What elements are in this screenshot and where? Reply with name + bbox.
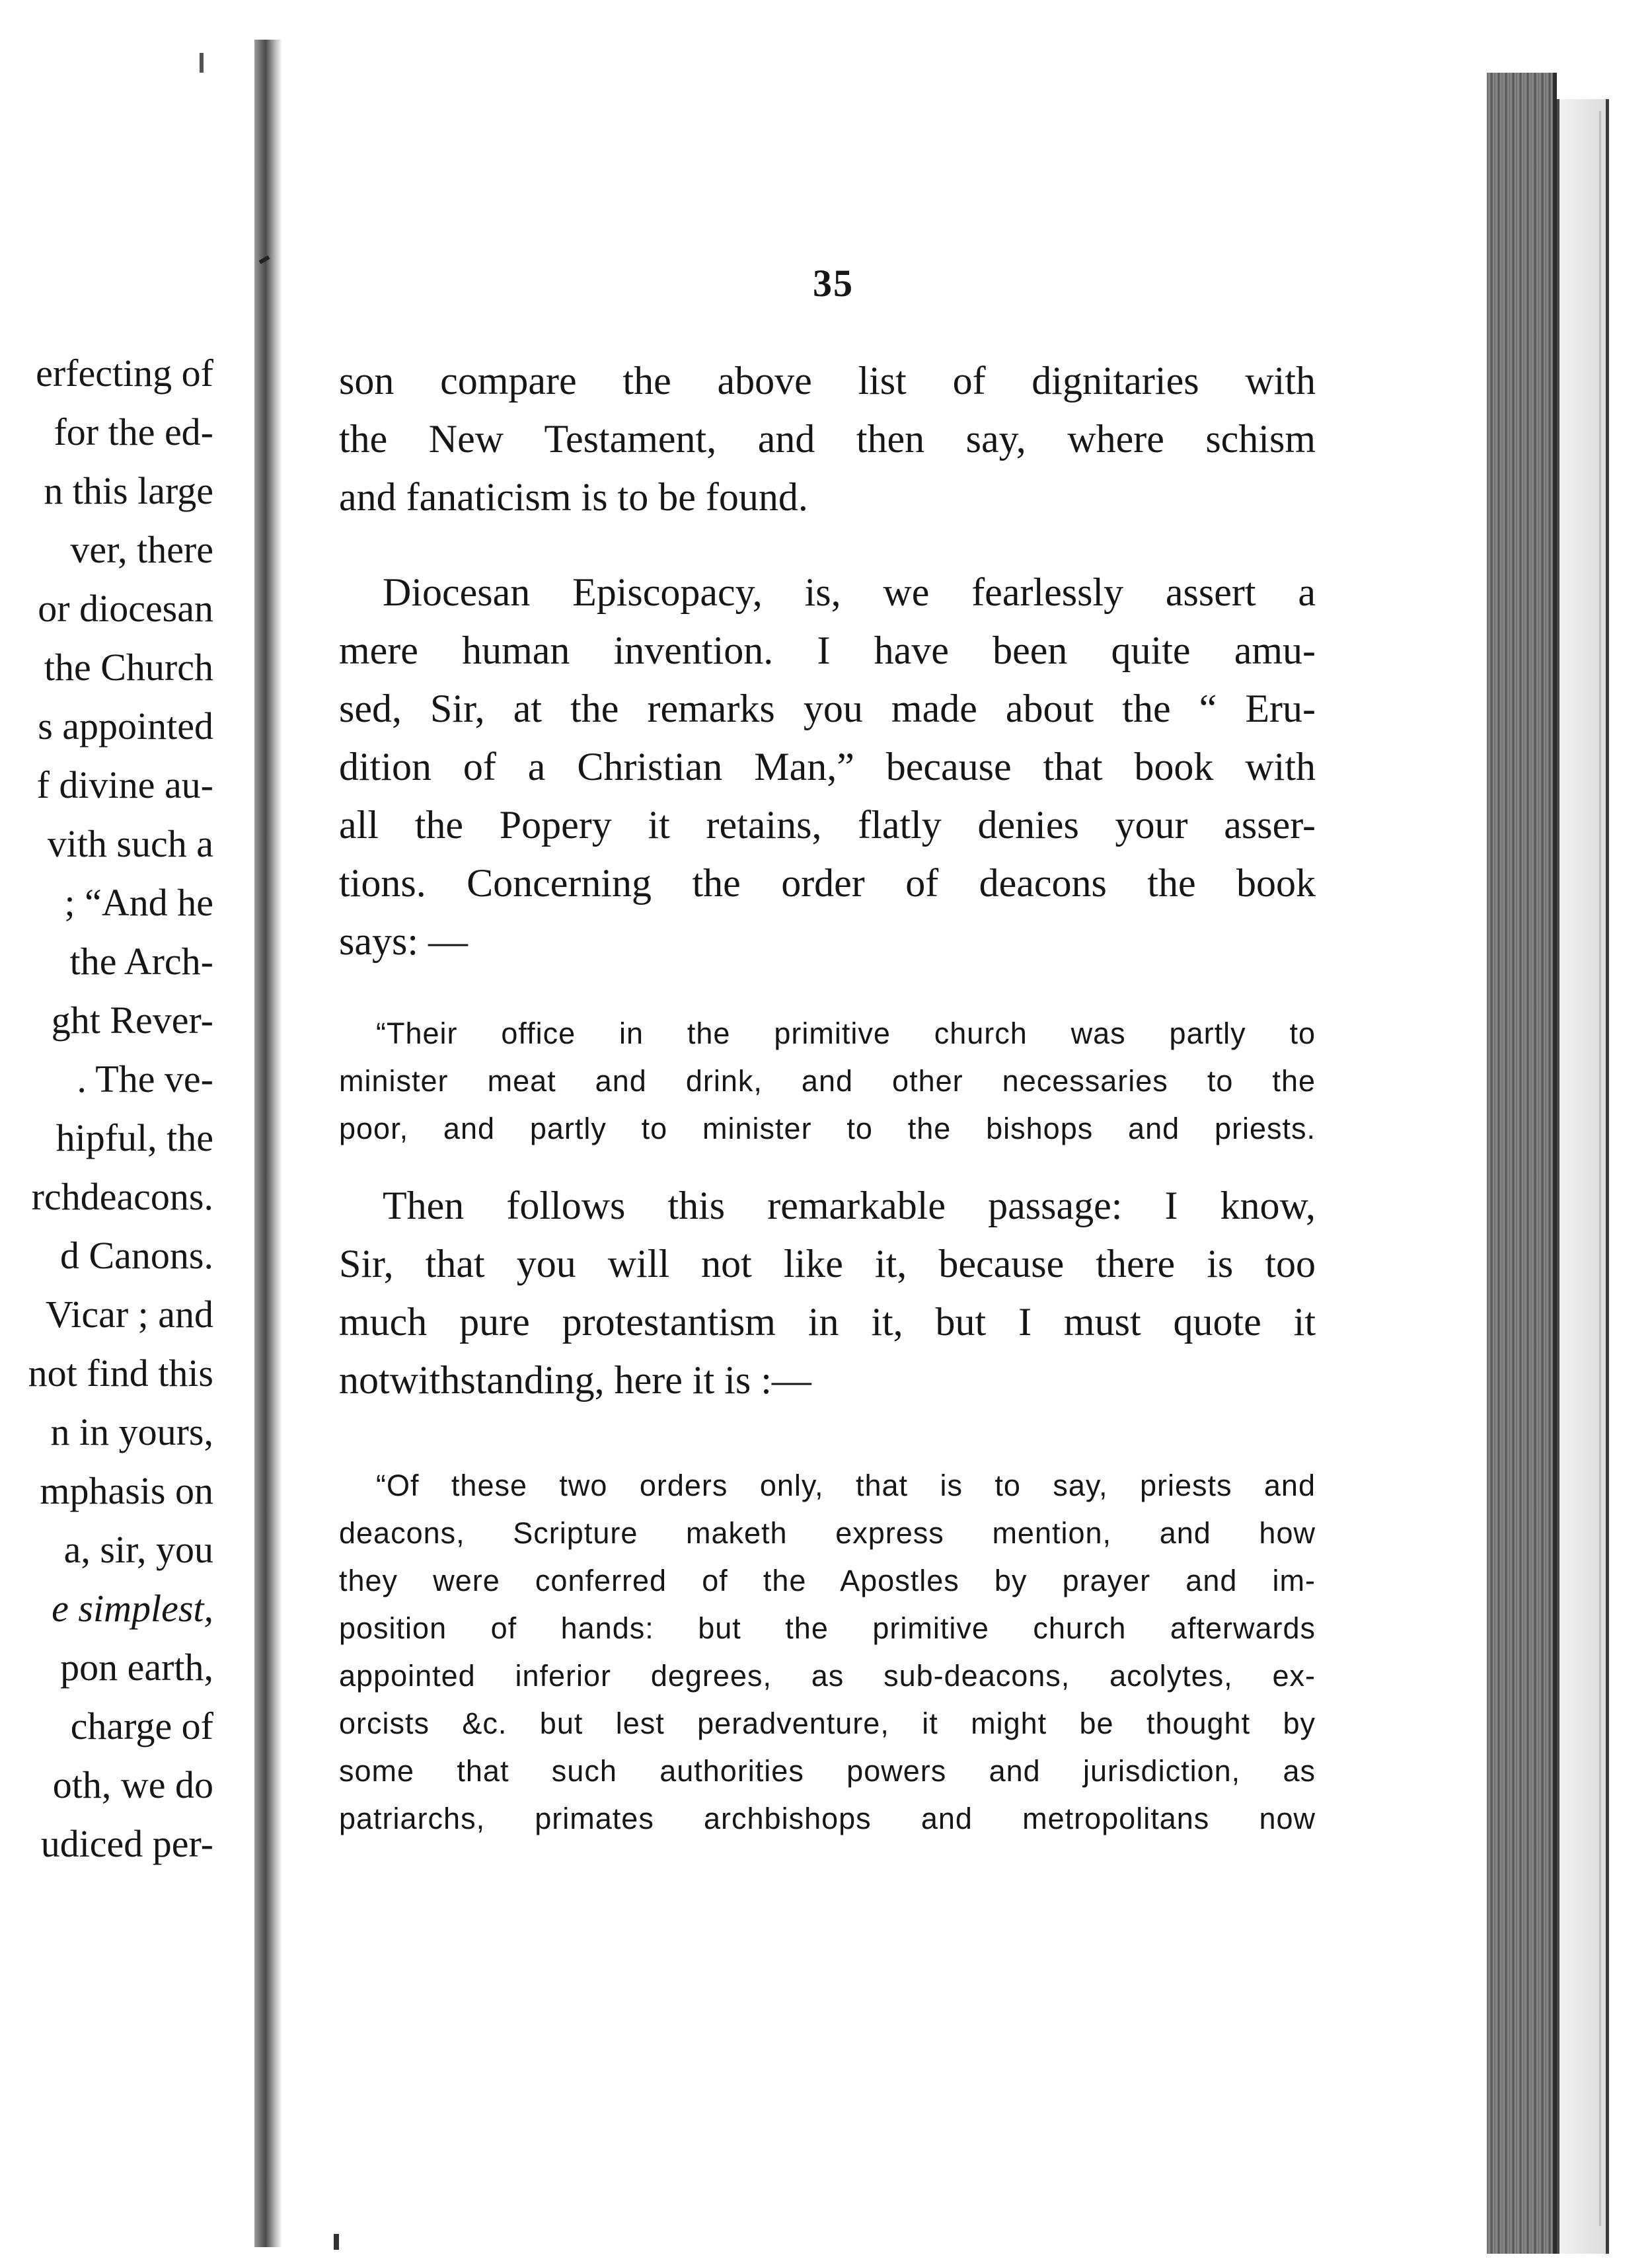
left-page bbox=[0, 53, 254, 2241]
left-page-line: n this large bbox=[44, 469, 213, 512]
quote-line: minister meat and drink, and other necessaries to the bbox=[339, 1064, 1316, 1098]
left-page-line: ver, there bbox=[70, 528, 213, 571]
book-cover-edge-line bbox=[1599, 111, 1601, 2226]
paragraph-diocesan-episcopacy bbox=[339, 563, 1316, 970]
text-line: says: — bbox=[339, 919, 468, 963]
quote-line: some that such authorities powers and jurisdiction, as bbox=[339, 1754, 1316, 1788]
page-edges bbox=[1487, 73, 1557, 2254]
paragraph-continuation bbox=[339, 352, 1316, 526]
left-page-line: ; “And he bbox=[64, 881, 213, 924]
quote-line: poor, and partly to minister to the bishops and priests. bbox=[339, 1112, 1316, 1145]
paragraph-remarkable-passage bbox=[339, 1176, 1316, 1409]
left-page-line: . The ve- bbox=[77, 1057, 213, 1100]
scan-speck bbox=[334, 2234, 339, 2250]
text-line: Diocesan Episcopacy, is, we fearlessly assert a bbox=[383, 570, 1316, 614]
left-page-line: d Canons. bbox=[60, 1234, 213, 1277]
text-line: mere human invention. I have been quite amu- bbox=[339, 629, 1316, 672]
left-page-line: s appointed bbox=[38, 705, 213, 748]
text-line: son compare the above list of dignitaries with bbox=[339, 359, 1316, 403]
text-line: tions. Concerning the order of deacons the book bbox=[339, 861, 1316, 905]
text-line: dition of a Christian Man,” because that book with bbox=[339, 745, 1316, 788]
book-gutter bbox=[254, 40, 282, 2247]
text-line: the New Testament, and then say, where schism bbox=[339, 417, 1316, 461]
left-page-line: e simplest, bbox=[52, 1587, 213, 1630]
text-line: much pure protestantism in it, but I must quote it bbox=[339, 1300, 1316, 1344]
quote-line: they were conferred of the Apostles by prayer and im- bbox=[339, 1564, 1316, 1597]
left-page-line: or diocesan bbox=[38, 587, 213, 630]
text-line: and fanaticism is to be found. bbox=[339, 475, 808, 519]
left-page-line: charge of bbox=[70, 1705, 213, 1747]
left-page-line: mphasis on bbox=[40, 1469, 213, 1512]
left-page-line: oth, we do bbox=[52, 1763, 213, 1806]
left-page-line: n in yours, bbox=[50, 1410, 213, 1453]
quote-line: position of hands: but the primitive church afterwards bbox=[339, 1611, 1316, 1645]
text-line: sed, Sir, at the remarks you made about the “ Eru- bbox=[339, 687, 1316, 730]
left-page-line: not find this bbox=[28, 1352, 213, 1395]
quote-line: patriarchs, primates archbishops and metropolitans now bbox=[339, 1802, 1316, 1835]
left-page-text bbox=[28, 344, 213, 1873]
block-quote-two-orders bbox=[339, 1462, 1316, 1843]
quote-line: “Their office in the primitive church was partly to bbox=[376, 1016, 1316, 1050]
left-page-line: hipful, the bbox=[56, 1116, 213, 1159]
page-number: 35 bbox=[813, 262, 854, 305]
left-page-line: f divine au- bbox=[36, 763, 213, 806]
left-page-line: rchdeacons. bbox=[31, 1175, 213, 1218]
left-page-line: udiced per- bbox=[40, 1822, 213, 1865]
text-line: all the Popery it retains, flatly denies your asser- bbox=[339, 803, 1316, 847]
left-page-line: a, sir, you bbox=[63, 1528, 213, 1571]
left-page-line: the Church bbox=[44, 646, 213, 689]
quote-line: appointed inferior degrees, as sub-deacons, acolytes, ex- bbox=[339, 1659, 1316, 1693]
left-page-line: Vicar ; and bbox=[45, 1293, 213, 1336]
quote-line: “Of these two orders only, that is to say, priests and bbox=[376, 1469, 1316, 1502]
left-page-line: pon earth, bbox=[60, 1646, 213, 1689]
text-line: Then follows this remarkable passage: I know, bbox=[383, 1184, 1316, 1227]
scan-speck bbox=[200, 53, 204, 73]
left-page-line: for the ed- bbox=[54, 410, 213, 453]
book-cover-edge bbox=[1557, 99, 1609, 2254]
left-page-line: the Arch- bbox=[69, 940, 213, 983]
left-page-line: vith such a bbox=[47, 822, 213, 865]
block-quote-deacons bbox=[339, 1010, 1316, 1153]
text-line: Sir, that you will not like it, because there is too bbox=[339, 1242, 1316, 1285]
quote-line: deacons, Scripture maketh express mention, and how bbox=[339, 1516, 1316, 1550]
text-line: notwithstanding, here it is :— bbox=[339, 1358, 811, 1402]
left-page-line: erfecting of bbox=[36, 352, 213, 395]
left-page-line: ght Rever- bbox=[51, 999, 213, 1042]
quote-line: orcists &c. but lest peradventure, it might be thought by bbox=[339, 1707, 1316, 1740]
